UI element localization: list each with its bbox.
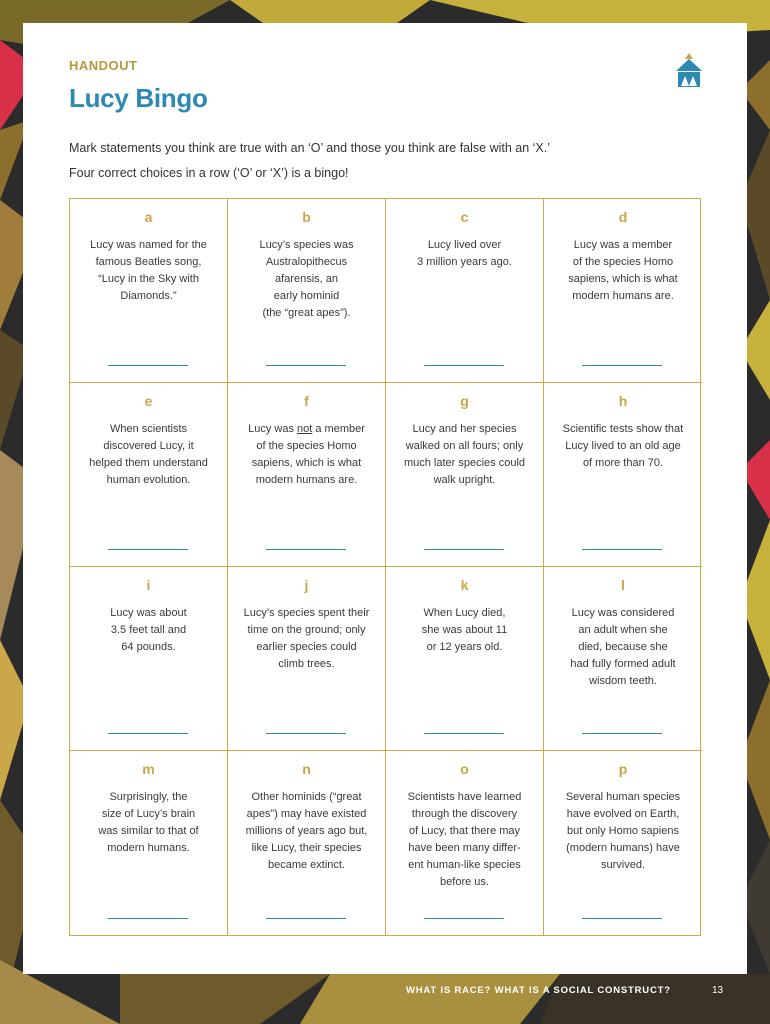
bingo-cell-f[interactable] [228,383,386,567]
statement-line: Several human species [565,791,681,803]
statement-line: or 12 years old. [426,641,503,653]
statement-line: have been many differ- [408,842,521,854]
statement-line: 64 pounds. [121,641,176,653]
statement-line: famous Beatles song, [95,256,202,268]
bingo-cell-statement [554,421,692,472]
answer-blank[interactable] [424,918,504,919]
answer-blank[interactable] [266,733,346,734]
bingo-cell-g[interactable] [386,383,544,567]
school-house-icon [676,53,702,87]
statement-line: time on the ground; only [247,624,366,636]
bingo-cell-j[interactable] [228,567,386,751]
bingo-cell-statement [396,237,533,271]
answer-blank[interactable] [266,365,346,366]
statement-line: Lucy was not a member [248,423,365,435]
bingo-cell-a[interactable] [70,199,228,383]
statement-line: Surprisingly, the [109,791,188,803]
statement-line: of the species Homo [256,440,357,452]
bingo-grid [69,198,701,936]
bingo-cell-statement [238,421,375,489]
answer-blank[interactable] [582,733,662,734]
statement-line: before us. [440,876,489,888]
bingo-cell-l[interactable] [544,567,702,751]
statement-line: (modern humans) have [566,842,680,854]
bingo-cell-letter: l [621,577,625,593]
statement-line: Scientists have learned [407,791,522,803]
statement-line: walk upright. [433,474,496,486]
bingo-cell-c[interactable] [386,199,544,383]
bingo-cell-b[interactable] [228,199,386,383]
statement-line: 3.5 feet tall and [110,624,187,636]
statement-line: have evolved on Earth, [566,808,680,820]
bingo-cell-letter: k [460,577,469,593]
bingo-cell-letter: e [144,393,153,409]
statement-line: Scientific tests show that [562,423,684,435]
statement-line: modern humans. [107,842,190,854]
statement-line: she was about 11 [421,624,508,636]
answer-blank[interactable] [266,549,346,550]
statement-line: an adult when she [578,624,668,636]
bingo-cell-letter: g [460,393,469,409]
bingo-cell-statement [396,789,533,891]
bingo-cell-letter: j [304,577,309,593]
bingo-cell-statement [80,421,217,489]
answer-blank[interactable] [582,549,662,550]
statement-line: died, because she [578,641,668,653]
bingo-cell-k[interactable] [386,567,544,751]
bingo-cell-m[interactable] [70,751,228,935]
bingo-cell-statement [80,237,217,305]
statement-line: Lucy was about [110,607,187,619]
statement-line: When Lucy died, [423,607,506,619]
statement-line: Lucy was named for the [90,239,207,251]
bingo-cell-letter: d [618,209,628,225]
bingo-cell-letter: c [460,209,469,225]
statement-line: afarensis, an [275,273,338,285]
statement-line: was similar to that of [98,825,199,837]
statement-line: through the discovery [411,808,518,820]
bingo-cell-letter: b [302,209,311,225]
statement-line: Australopithecus [265,256,348,268]
statement-line: of more than 70. [582,457,664,469]
bingo-cell-e[interactable] [70,383,228,567]
statement-line: Lucy lived over [427,239,502,251]
bingo-cell-letter: f [304,393,309,409]
answer-blank[interactable] [108,549,188,550]
statement-line: modern humans are. [572,290,674,302]
statement-line: Lucy lived to an old age [565,440,681,452]
statement-line: early hominid [273,290,340,302]
bingo-cell-letter: i [146,577,151,593]
bingo-cell-letter: o [460,761,469,777]
statement-line: Lucy was a member [573,239,673,251]
bingo-cell-n[interactable] [228,751,386,935]
statement-line: When scientists [109,423,188,435]
answer-blank[interactable] [424,733,504,734]
statement-line: became extinct. [267,859,346,871]
statement-line: but only Homo sapiens [567,825,679,837]
bingo-cell-statement [554,605,692,690]
statement-line: millions of years ago but, [245,825,368,837]
instruction-line-1: Mark statements you think are true with an ‘O’ and those you think are false with an ‘X.’ [69,141,551,155]
answer-blank[interactable] [266,918,346,919]
bingo-cell-letter: h [618,393,628,409]
statement-line: walked on all fours; only [405,440,524,452]
answer-blank[interactable] [582,365,662,366]
statement-line: ent human-like species [408,859,521,871]
bingo-cell-statement [238,237,375,322]
bingo-cell-statement [396,605,533,656]
answer-blank[interactable] [424,549,504,550]
bingo-cell-letter: a [144,209,153,225]
statement-line: sapiens, which is what [251,457,362,469]
statement-line: of Lucy, that there may [408,825,521,837]
statement-line: had fully formed adult [570,658,676,670]
handout-page [23,23,747,974]
instructions [69,136,709,186]
bingo-cell-i[interactable] [70,567,228,751]
page-number: 13 [712,985,724,996]
statement-line: Other hominids (“great [251,791,362,803]
statement-line: size of Lucy’s brain [101,808,196,820]
answer-blank[interactable] [582,918,662,919]
bingo-cell-statement [554,237,692,305]
statement-line: modern humans are. [255,474,358,486]
answer-blank[interactable] [424,365,504,366]
bingo-cell-letter: m [142,761,155,777]
answer-blank[interactable] [108,365,188,366]
answer-blank[interactable] [108,733,188,734]
statement-line: human evolution. [106,474,191,486]
bingo-cell-letter: n [302,761,311,777]
statement-line: Lucy was considered [571,607,675,619]
statement-line: like Lucy, their species [251,842,362,854]
statement-line: sapiens, which is what [568,273,678,285]
statement-line: earlier species could [256,641,357,653]
statement-line: wisdom teeth. [589,675,657,687]
handout-label: HANDOUT [69,58,138,73]
statement-line: 3 million years ago. [417,256,512,268]
instruction-line-2: Four correct choices in a row (‘O’ or ‘X’) is a bingo! [69,166,349,180]
footer-title: WHAT IS RACE? WHAT IS A SOCIAL CONSTRUCT? [406,985,671,996]
statement-line: of the species Homo [572,256,674,268]
statement-line: discovered Lucy, it [103,440,194,452]
statement-line: (the “great apes”). [262,307,351,319]
bingo-cell-statement [238,605,375,673]
statement-line: Lucy’s species was [259,239,354,251]
statement-line: Diamonds.” [120,290,177,302]
page-title: Lucy Bingo [69,83,208,113]
statement-line: “Lucy in the Sky with [98,273,199,285]
bingo-cell-statement [238,789,375,874]
answer-blank[interactable] [108,918,188,919]
bingo-cell-h[interactable] [544,383,702,567]
statement-line: much later species could [403,457,526,469]
bingo-cell-statement [80,605,217,656]
bingo-cell-o[interactable] [386,751,544,935]
bingo-cell-statement [554,789,692,874]
statement-line: survived. [600,859,646,871]
statement-line: Lucy’s species spent their [243,607,370,619]
statement-line: apes”) may have existed [246,808,367,820]
bingo-cell-letter: p [618,761,628,777]
bingo-cell-statement [396,421,533,489]
statement-line: helped them understand [89,457,208,469]
statement-line: climb trees. [278,658,335,670]
bingo-cell-statement [80,789,217,857]
bingo-cell-d[interactable] [544,199,702,383]
statement-line: Lucy and her species [412,423,517,435]
bingo-cell-p[interactable] [544,751,702,935]
